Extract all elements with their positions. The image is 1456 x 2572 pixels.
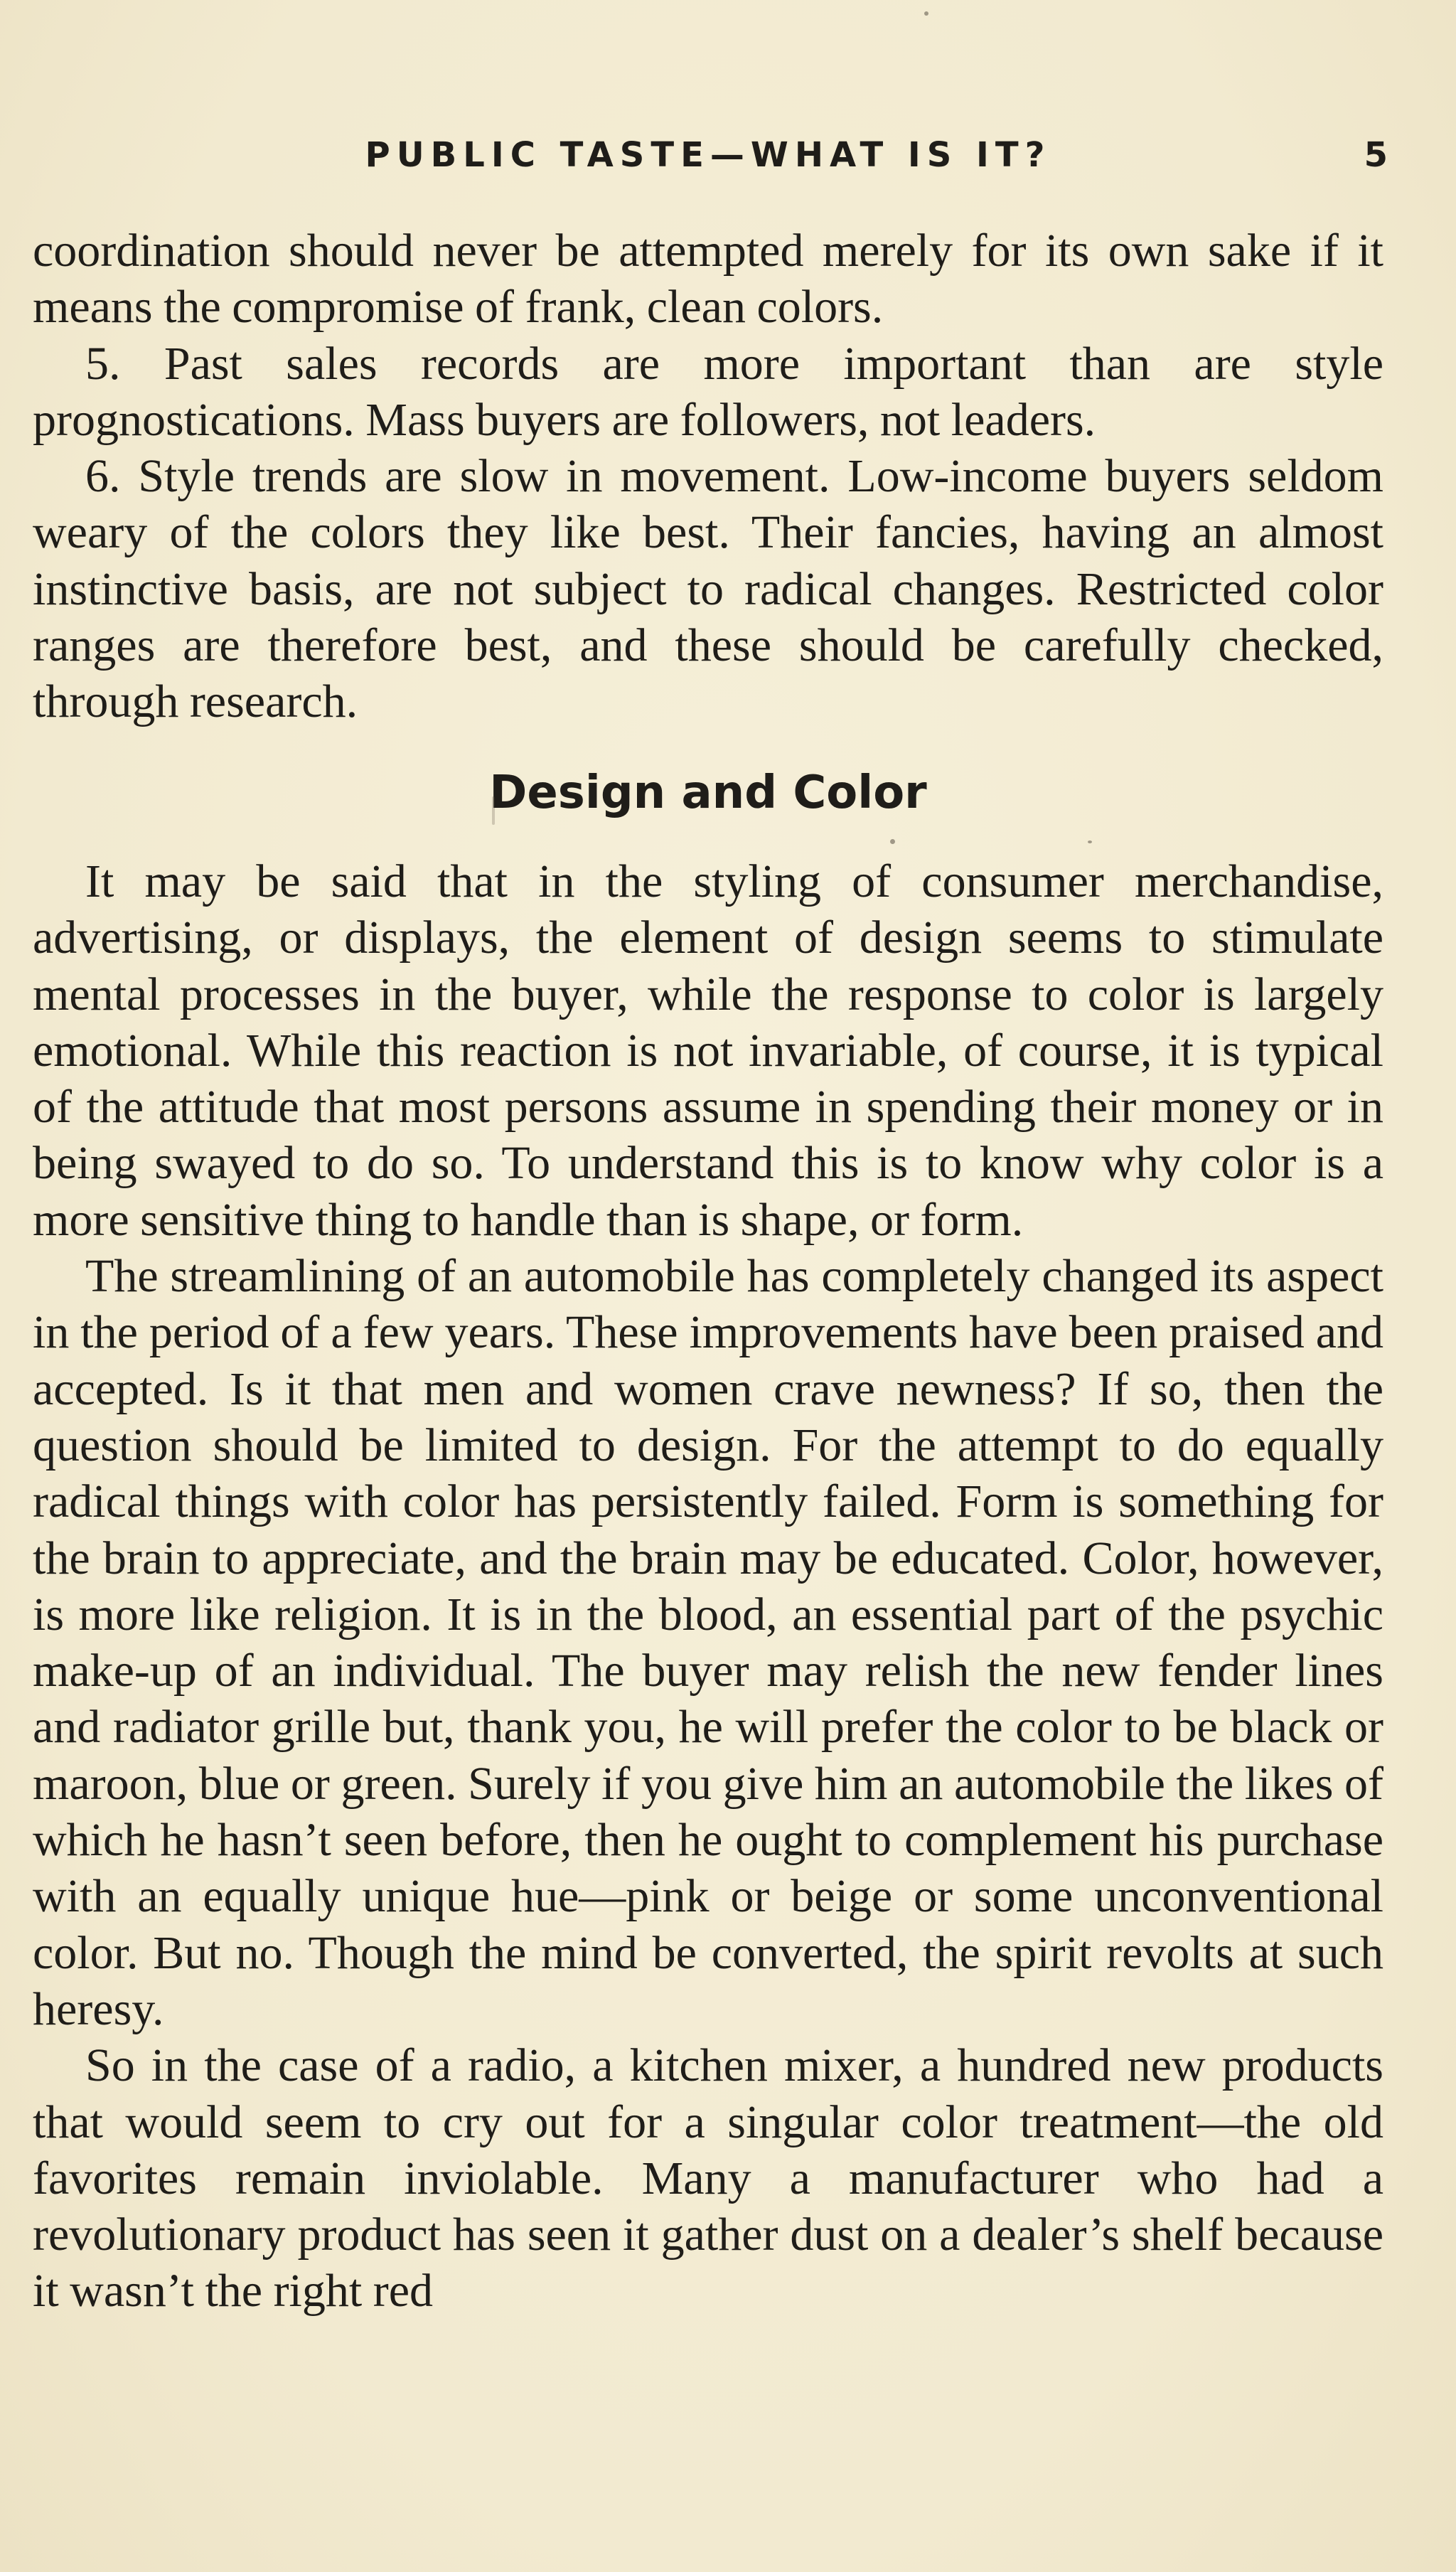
running-title: PUBLIC TASTE—WHAT IS IT? xyxy=(365,135,1051,175)
paragraph-automobile: The streamlining of an automobile has completely changed its aspect in the period of a few years. These improvements have been praised and accepted. Is it that men and women crave newness? If so, then the question should be limited to design. For the attempt to do equally radical things with color has persistently failed. Form is something for the brain to appreciate, and the brain may be educated. Color, however, is more like religion. It is in the blood, an essential part of the psychic make-up of an individual. The buyer may relish the new fender lines and radiator grille but, thank you, he will prefer the color to be black or maroon, blue or green. Surely if you give him an automobile the likes of which he hasn’t seen before, then he ought to complement his purchase with an equally unique hue—pink or beige or some unconventional color. But no. Though the mind be converted, the spirit revolts at such heresy. xyxy=(33,1250,1383,2035)
paragraph-design-and-color: It may be said that in the styling of consumer merchandise, advertising, or displays, the element of design seems to stimulate mental processes in the buyer, while the response to color is largely emotional. While this reaction is not invariable, of course, it is typical of the attitude that most persons assume in spending their money or in being swayed to do so. To understand this is to know why color is a more sensitive thing to handle than is shape, or form. xyxy=(33,855,1383,1246)
page-number: 5 xyxy=(1364,135,1388,175)
paragraph-item-5: 5. Past sales records are more important than are style prognostications. Mass buyers are followers, not leaders. xyxy=(33,337,1383,446)
section-heading: Design and Color xyxy=(489,767,927,819)
paper-speck xyxy=(1088,841,1092,843)
text-block-top xyxy=(33,223,1383,730)
paper-speck xyxy=(492,796,495,825)
paragraph-continuation: coordination should never be attempted merely for its own sake if it means the compromise of frank, clean colors. xyxy=(33,225,1383,333)
running-head xyxy=(33,127,1388,183)
text-block-bottom xyxy=(33,853,1383,2320)
paper-speck xyxy=(890,839,895,844)
paper-speck xyxy=(924,11,928,16)
paragraph-radio: So in the case of a radio, a kitchen mixer, a hundred new products that would seem to cry out for a singular color treatment—the old favorites remain inviolable. Many a manufacturer who had a revolutionary product has seen it gather dust on a dealer’s shelf because it wasn’t the right red xyxy=(33,2039,1383,2317)
paragraph-item-6: 6. Style trends are slow in movement. Low-income buyers seldom weary of the colors they like best. Their fancies, having an almost instinctive basis, are not subject to radical changes. Restricted color ranges are therefore best, and these should be carefully checked, through research. xyxy=(33,450,1383,728)
